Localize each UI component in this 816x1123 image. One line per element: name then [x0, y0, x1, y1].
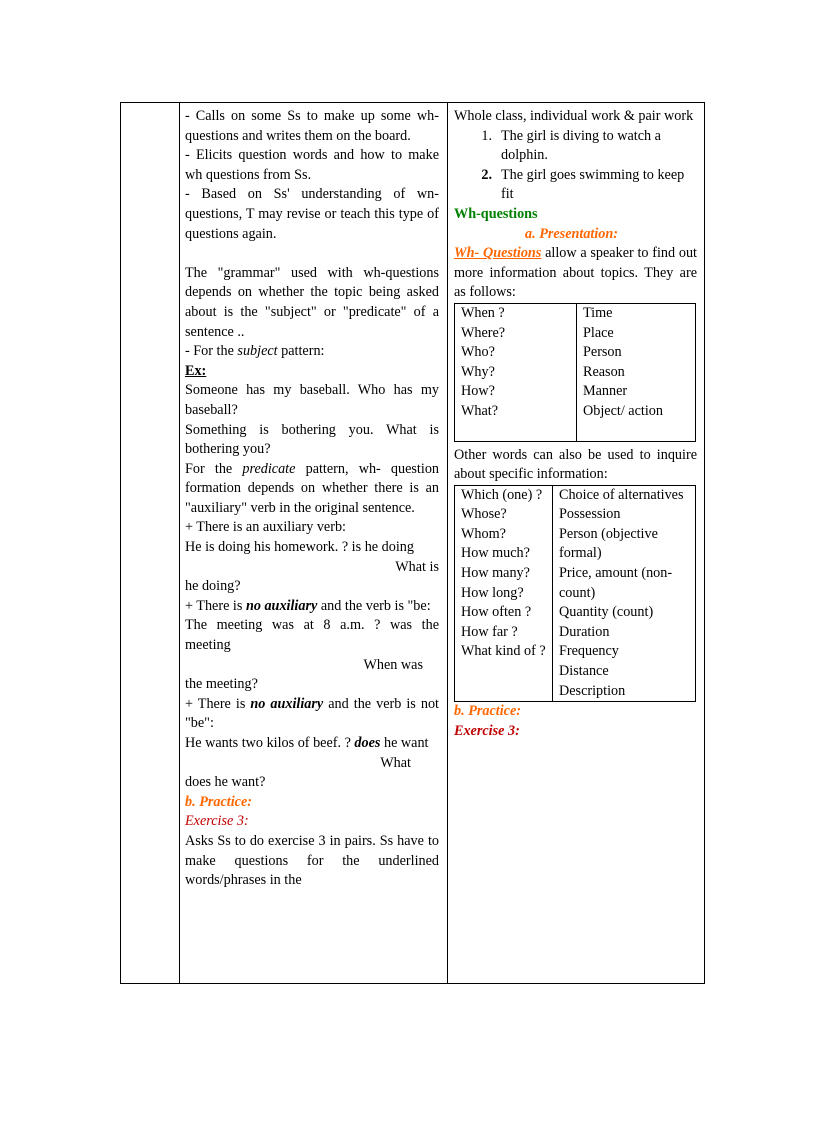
teacher-activities-column: [185, 107, 439, 891]
question-word: When ?: [455, 303, 577, 323]
left-line: [185, 812, 439, 832]
left-text-t: When was: [363, 656, 423, 673]
list-text: The girl is diving to watch a dolphin.: [501, 127, 661, 164]
wh-questions-heading: Wh-questions: [454, 205, 538, 222]
left-text-pre: - For the: [185, 343, 238, 360]
question-meaning: Place: [577, 324, 696, 344]
table-row: [455, 382, 696, 402]
question-meaning: Price, amount (non-count): [559, 565, 673, 601]
left-line: [185, 264, 439, 342]
question-meaning: Reason: [577, 363, 696, 383]
table-row: [455, 324, 696, 344]
column-divider-2: [447, 103, 448, 983]
left-line: [185, 460, 439, 519]
left-line: [185, 773, 439, 793]
question-word: How much?: [461, 545, 530, 562]
question-word: What kind of ?: [461, 643, 546, 660]
class-format: Whole class, individual work & pair work: [454, 108, 694, 124]
wh-questions-label: Wh- Questions: [454, 245, 542, 262]
left-text-post: he want: [380, 735, 429, 751]
left-text-t: + There is an auxiliary verb:: [185, 519, 346, 536]
left-line: [185, 146, 439, 185]
left-text-t: The meeting was at 8 a.m. ? was the meeting: [185, 617, 439, 654]
question-meaning: Description: [559, 682, 626, 699]
left-line: [185, 577, 439, 597]
left-line: [185, 107, 439, 146]
left-text-t: the meeting?: [185, 676, 258, 693]
question-meaning: Person (objective formal): [559, 525, 658, 562]
question-meaning: Choice of alternatives: [559, 486, 684, 503]
other-words-paragraph: Other words can also be used to inquire about specific information:: [454, 446, 697, 483]
left-text-t: he doing?: [185, 578, 241, 595]
question-word: How far ?: [461, 623, 518, 640]
left-text-post: pattern, wh- question formation depends on whether there is an "auxiliary" verb in the original sentence.: [185, 460, 440, 516]
table-row: [455, 402, 696, 441]
left-text-exercise: Exercise 3:: [185, 813, 249, 830]
lesson-table: [120, 102, 705, 984]
left-line: [185, 597, 439, 617]
left-text-t: Something is bothering you. What is bothering you?: [185, 421, 439, 458]
left-text-t: What is: [395, 558, 439, 575]
left-line: [185, 381, 439, 420]
left-line: [185, 342, 439, 362]
question-word: Whose?: [461, 506, 507, 523]
left-text-t: What: [380, 754, 411, 771]
left-line: [185, 421, 439, 460]
question-word: How many?: [461, 565, 530, 582]
left-text-strong: no auxiliary: [245, 597, 318, 614]
left-text-practice: b. Practice:: [185, 793, 252, 810]
left-line: [185, 793, 439, 813]
left-line: [185, 518, 439, 538]
table-row: [455, 485, 696, 702]
left-text-t: - Based on Ss' understanding of wn-questions, T may revise or teach this type of questions again.: [185, 186, 439, 242]
left-text-strong: no auxiliary: [250, 695, 324, 712]
left-text-t: does he want?: [185, 774, 266, 791]
question-word: How often ?: [461, 604, 532, 621]
table-row: [455, 363, 696, 383]
list-number: 1.: [481, 127, 492, 144]
left-text-em: subject: [237, 343, 278, 360]
table-row: [455, 343, 696, 363]
question-meaning: Frequency: [559, 643, 619, 660]
wh-intro-paragraph: [454, 244, 697, 303]
exercise-label: Exercise 3:: [454, 722, 520, 739]
left-text-pre: + There is: [185, 597, 246, 614]
left-text-t: The "grammar" used with wh-questions depends on whether the topic being asked about is the "subject" or "predicate" of a sentence ..: [185, 264, 439, 340]
question-words-cell: [455, 485, 553, 702]
left-line: [185, 754, 439, 774]
left-text-em: predicate: [242, 460, 296, 477]
left-line: [185, 832, 439, 891]
question-meaning: Duration: [559, 623, 610, 640]
left-text-post: and the verb is not "be":: [185, 695, 439, 732]
left-text-t: Asks Ss to do exercise 3 in pairs. Ss have to make questions for the underlined words/phrases in the: [185, 832, 439, 889]
left-line: [185, 675, 439, 695]
question-word: Whom?: [461, 525, 506, 542]
practice-heading: b. Practice:: [454, 703, 521, 720]
meanings-cell: [553, 485, 696, 702]
list-text: The girl goes swimming to keep fit: [501, 166, 685, 203]
list-item: [454, 166, 697, 205]
question-meaning: Object/ action: [577, 402, 696, 441]
question-word: How?: [455, 382, 577, 402]
left-text-pre: He wants two kilos of beef. ?: [185, 735, 355, 751]
left-text-t: He is doing his homework. ? is he doing: [185, 539, 414, 556]
left-text-t: - Calls on some Ss to make up some wh-questions and writes them on the board.: [185, 108, 439, 144]
left-line: [185, 185, 439, 244]
question-meaning: Quantity (count): [559, 604, 654, 621]
question-word: Who?: [455, 343, 577, 363]
left-line: [185, 362, 439, 382]
presentation-heading: a. Presentation:: [525, 225, 619, 242]
left-text-strongem: does: [354, 735, 381, 751]
left-text-pre: For the: [185, 460, 243, 477]
question-meaning: Manner: [577, 382, 696, 402]
left-line: [185, 558, 439, 578]
left-text-t: Someone has my baseball. Who has my baseball?: [185, 382, 439, 418]
left-text-post: pattern:: [277, 343, 325, 360]
list-number: 2.: [481, 166, 492, 183]
question-word: How long?: [461, 584, 524, 601]
left-line: [185, 244, 439, 264]
example-sentences-list: [454, 127, 697, 205]
table-row: [455, 303, 696, 323]
left-line: [185, 538, 439, 558]
left-text-t: - Elicits question words and how to make wh questions from Ss.: [185, 147, 439, 183]
specific-question-words-table: [454, 485, 696, 703]
left-line: [185, 616, 439, 655]
left-text-ex: Ex:: [185, 362, 207, 379]
question-words-table: [454, 303, 696, 442]
question-word: Which (one) ?: [461, 486, 543, 503]
list-item: [454, 127, 697, 166]
column-divider-1: [179, 103, 180, 983]
left-text-pre: + There is: [185, 695, 251, 712]
left-text-post: and the verb is "be:: [317, 597, 431, 614]
left-line: [185, 656, 439, 676]
left-line: [185, 695, 439, 734]
question-meaning: Time: [577, 303, 696, 323]
question-word: Where?: [455, 324, 577, 344]
left-line: [185, 734, 439, 754]
question-meaning: Person: [577, 343, 696, 363]
student-activities-column: [454, 107, 697, 741]
wh-intro-text: allow a speaker to find out more information about topics. They are as follows:: [454, 245, 697, 301]
question-meaning: Possession: [559, 506, 621, 523]
question-word: Why?: [455, 363, 577, 383]
question-word: What?: [455, 402, 577, 441]
question-meaning: Distance: [559, 663, 609, 680]
